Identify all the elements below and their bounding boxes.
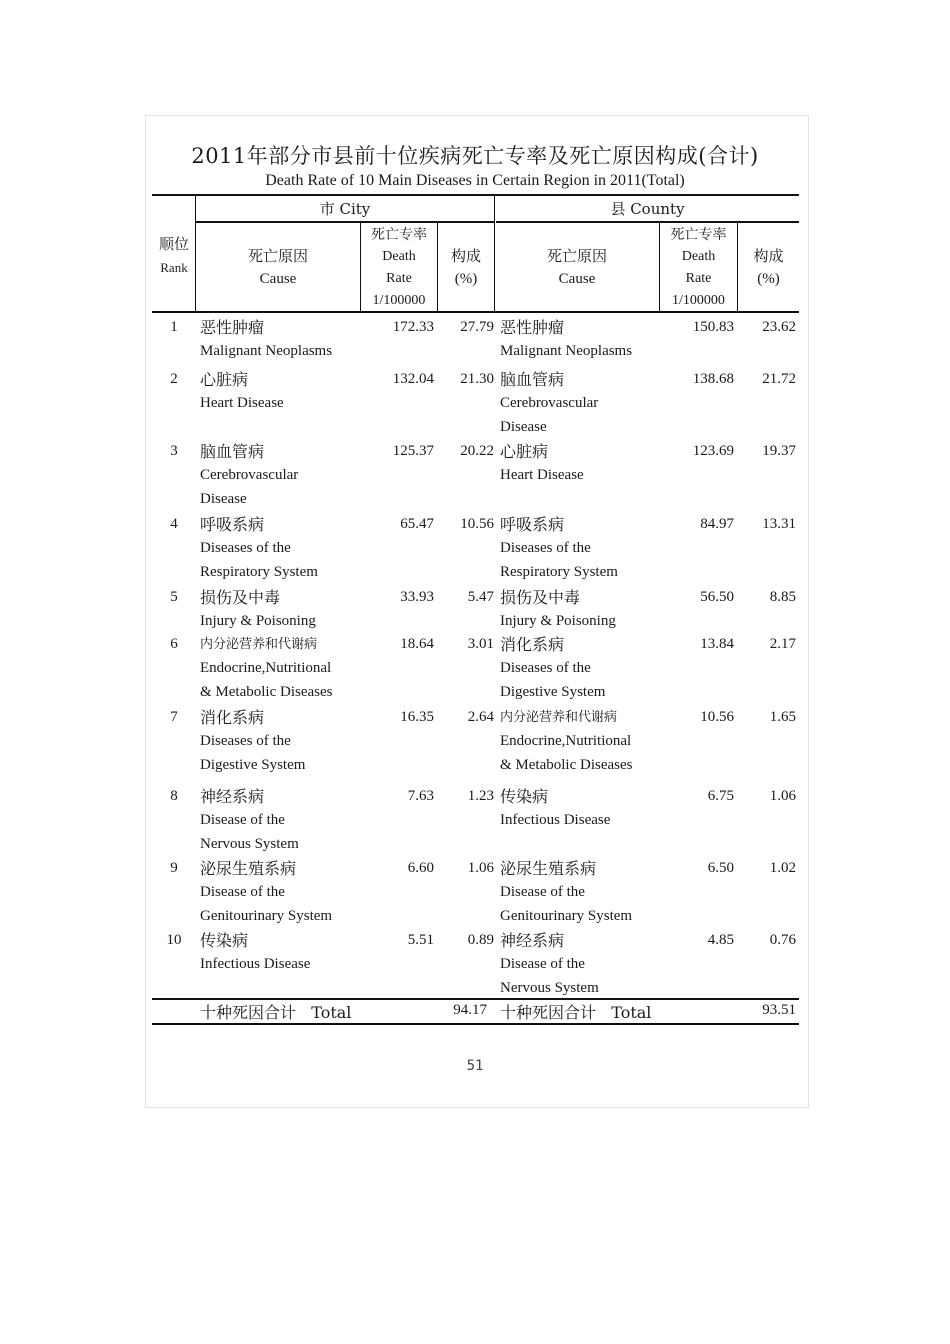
header-county-rate-unit: 1/100000 xyxy=(672,293,725,308)
total-label-city: 十种死因合计 Total xyxy=(200,1003,352,1022)
county-composition: 23.62 xyxy=(762,319,796,335)
county-cause-en: Disease of the xyxy=(500,956,585,972)
header-city-comp-unit: (%) xyxy=(454,271,478,287)
city-composition: 1.06 xyxy=(467,860,494,876)
total-city-composition: 94.17 xyxy=(453,1002,487,1018)
county-composition: 21.72 xyxy=(762,371,796,387)
city-cause-zh: 传染病 xyxy=(200,931,249,950)
city-cause-en: Diseases of the xyxy=(200,733,291,749)
city-cause-zh: 消化系病 xyxy=(200,708,265,727)
header-county-rate xyxy=(660,224,737,312)
total-label-county: 十种死因合计 Total xyxy=(500,1003,652,1022)
county-death-rate: 150.83 xyxy=(692,319,734,335)
city-composition: 20.22 xyxy=(460,443,494,459)
county-cause-en: & Metabolic Diseases xyxy=(500,756,633,773)
city-cause-en: Injury & Poisoning xyxy=(200,613,316,629)
city-composition: 10.56 xyxy=(460,516,494,532)
county-cause-en: Disease of the xyxy=(500,884,585,900)
county-death-rate: 56.50 xyxy=(700,589,734,605)
header-city-rate-en1: Death xyxy=(382,249,416,264)
city-cause-zh: 损伤及中毒 xyxy=(200,588,281,607)
county-cause-en: Diseases of the xyxy=(500,660,591,676)
city-cause-en: Infectious Disease xyxy=(200,956,311,972)
county-cause-en: Disease xyxy=(500,418,547,435)
county-cause-zh: 损伤及中毒 xyxy=(500,588,581,607)
county-cause-zh: 传染病 xyxy=(500,787,549,806)
city-cause-en: Nervous System xyxy=(200,835,299,852)
county-death-rate: 123.69 xyxy=(692,443,734,459)
rank-number: 1 xyxy=(170,319,178,335)
city-death-rate: 172.33 xyxy=(392,319,434,335)
county-cause-en: Respiratory System xyxy=(500,563,618,580)
header-city-composition xyxy=(438,245,494,291)
county-composition: 19.37 xyxy=(762,443,796,459)
city-cause-en: Disease of the xyxy=(200,884,285,900)
header-city-cause-zh: 死亡原因 xyxy=(247,247,308,265)
header-county: 县 County xyxy=(610,200,685,218)
county-death-rate: 4.85 xyxy=(707,932,734,948)
header-rank xyxy=(152,233,196,279)
city-cause-en: Disease xyxy=(200,490,247,507)
header-city-rate xyxy=(361,224,437,312)
county-cause-en: Malignant Neoplasms xyxy=(500,343,633,359)
header-rank-en: Rank xyxy=(160,260,188,275)
header-city-rate-en2: Rate xyxy=(386,271,412,286)
city-cause-en: Genitourinary System xyxy=(200,907,333,924)
city-cause-zh: 泌尿生殖系病 xyxy=(200,859,297,878)
rank-number: 8 xyxy=(170,788,178,804)
county-death-rate: 84.97 xyxy=(700,516,734,532)
rank-number: 7 xyxy=(170,709,178,725)
header-city-rate-unit: 1/100000 xyxy=(372,293,426,308)
county-cause-en: Cerebrovascular xyxy=(500,395,599,411)
county-cause-en: Nervous System xyxy=(500,979,599,996)
city-cause-zh: 神经系病 xyxy=(200,787,265,806)
city-header-rule xyxy=(196,221,494,223)
city-death-rate: 5.51 xyxy=(407,932,434,948)
header-county-cause xyxy=(495,245,659,291)
city-cause-zh: 恶性肿瘤 xyxy=(200,318,265,337)
city-cause-en: & Metabolic Diseases xyxy=(200,683,333,700)
county-composition: 1.65 xyxy=(769,709,796,725)
county-cause-zh: 内分泌营养和代谢病 xyxy=(500,710,618,725)
county-cause-en: Digestive System xyxy=(500,683,606,700)
county-cause-zh: 脑血管病 xyxy=(500,370,565,389)
rank-number: 5 xyxy=(170,589,178,605)
header-city-rate-zh: 死亡专率 xyxy=(371,227,427,243)
city-cause-en: Malignant Neoplasms xyxy=(200,343,333,359)
city-cause-en: Respiratory System xyxy=(200,563,318,580)
city-composition: 5.47 xyxy=(467,589,494,605)
county-composition: 13.31 xyxy=(762,516,796,532)
page-number: 51 xyxy=(466,1058,484,1074)
county-cause-en: Diseases of the xyxy=(500,540,591,556)
table-top-rule xyxy=(152,194,799,196)
total-top-rule xyxy=(152,998,799,1000)
city-death-rate: 132.04 xyxy=(392,371,434,387)
header-county-comp-zh: 构成 xyxy=(753,247,784,265)
rank-number: 10 xyxy=(166,932,182,948)
county-header-rule xyxy=(496,221,799,223)
header-city-cause-en: Cause xyxy=(259,271,297,287)
city-death-rate: 16.35 xyxy=(400,709,434,725)
header-county-rate-en1: Death xyxy=(681,249,716,264)
city-composition: 1.23 xyxy=(467,788,494,804)
city-cause-en: Heart Disease xyxy=(200,395,284,411)
county-death-rate: 6.75 xyxy=(707,788,734,804)
city-cause-en: Cerebrovascular xyxy=(200,467,299,483)
county-composition: 1.02 xyxy=(769,860,796,876)
city-cause-zh: 脑血管病 xyxy=(200,442,265,461)
header-rank-zh: 顺位 xyxy=(158,235,189,253)
county-cause-en: Endocrine,Nutritional xyxy=(500,733,632,749)
county-cause-en: Infectious Disease xyxy=(500,812,611,828)
header-county-cause-en: Cause xyxy=(558,271,596,287)
county-death-rate: 10.56 xyxy=(700,709,734,725)
county-composition: 2.17 xyxy=(769,636,796,652)
county-cause-en: Injury & Poisoning xyxy=(500,613,616,629)
county-composition: 8.85 xyxy=(769,589,796,605)
table-title-chinese: 2011年部分市县前十位疾病死亡专率及死亡原因构成(合计) xyxy=(191,144,759,168)
header-city: 市 City xyxy=(319,200,371,218)
county-death-rate: 6.50 xyxy=(707,860,734,876)
table-title-english: Death Rate of 10 Main Diseases in Certain Region in 2011(Total) xyxy=(265,172,685,189)
city-death-rate: 125.37 xyxy=(392,443,434,459)
city-composition: 0.89 xyxy=(467,932,494,948)
rank-number: 2 xyxy=(170,371,178,387)
city-death-rate: 33.93 xyxy=(400,589,434,605)
county-death-rate: 138.68 xyxy=(692,371,734,387)
city-composition: 27.79 xyxy=(460,319,494,335)
city-death-rate: 7.63 xyxy=(407,788,434,804)
county-cause-zh: 心脏病 xyxy=(500,442,549,461)
county-cause-en: Heart Disease xyxy=(500,467,584,483)
county-cause-zh: 神经系病 xyxy=(500,931,565,950)
city-cause-en: Disease of the xyxy=(200,812,285,828)
header-county-rate-en2: Rate xyxy=(685,271,712,286)
city-cause-en: Digestive System xyxy=(200,756,306,773)
county-cause-zh: 呼吸系病 xyxy=(500,515,565,534)
county-cause-zh: 泌尿生殖系病 xyxy=(500,859,597,878)
header-city-comp-zh: 构成 xyxy=(450,247,481,265)
county-cause-en: Genitourinary System xyxy=(500,907,633,924)
county-cause-zh: 消化系病 xyxy=(500,635,565,654)
city-cause-en: Diseases of the xyxy=(200,540,291,556)
city-cause-zh: 内分泌营养和代谢病 xyxy=(200,637,318,652)
header-county-rate-zh: 死亡专率 xyxy=(670,227,727,243)
header-county-composition xyxy=(738,245,799,291)
city-death-rate: 18.64 xyxy=(400,636,434,652)
total-county-composition: 93.51 xyxy=(762,1002,796,1018)
header-city-cause xyxy=(196,245,360,291)
city-cause-zh: 呼吸系病 xyxy=(200,515,265,534)
rank-number: 3 xyxy=(170,443,178,459)
city-death-rate: 65.47 xyxy=(400,516,434,532)
county-composition: 0.76 xyxy=(769,932,796,948)
rank-number: 6 xyxy=(170,636,178,652)
rank-number: 9 xyxy=(170,860,178,876)
county-death-rate: 13.84 xyxy=(700,636,734,652)
county-cause-zh: 恶性肿瘤 xyxy=(500,318,565,337)
city-composition: 3.01 xyxy=(467,636,494,652)
city-death-rate: 6.60 xyxy=(407,860,434,876)
city-composition: 2.64 xyxy=(467,709,494,725)
header-county-cause-zh: 死亡原因 xyxy=(546,247,607,265)
rank-number: 4 xyxy=(170,516,178,532)
county-composition: 1.06 xyxy=(769,788,796,804)
city-composition: 21.30 xyxy=(460,371,494,387)
header-county-comp-unit: (%) xyxy=(757,271,780,287)
city-cause-zh: 心脏病 xyxy=(200,370,249,389)
city-cause-en: Endocrine,Nutritional xyxy=(200,660,332,676)
